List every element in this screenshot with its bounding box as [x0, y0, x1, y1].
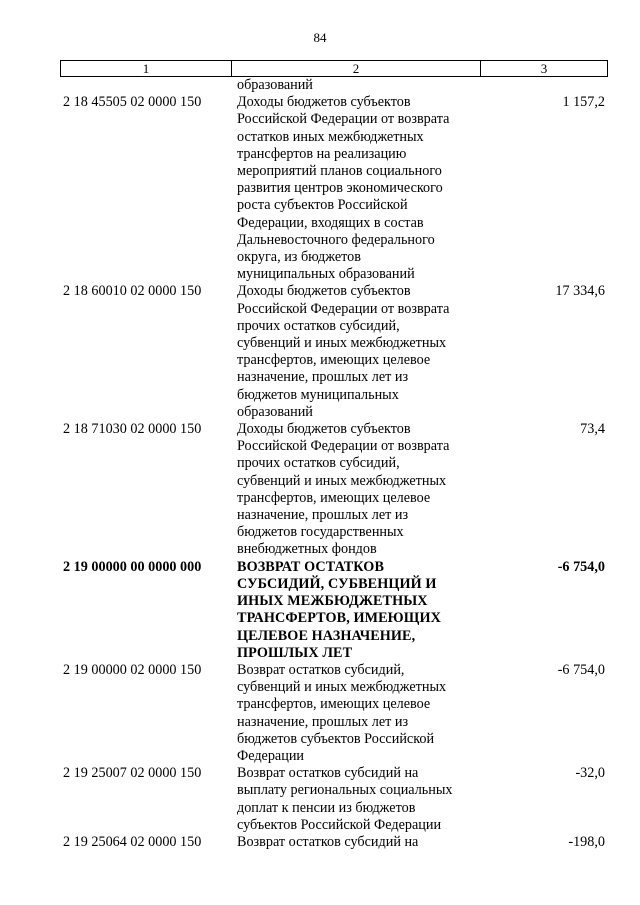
budget-code-cell — [60, 77, 231, 94]
description-line: доплат к пенсии из бюджетов — [237, 799, 416, 816]
description-line: ТРАНСФЕРТОВ, ИМЕЮЩИХ — [237, 610, 441, 627]
description-line: роста субъектов Российской — [237, 197, 408, 214]
description-line: Федерации, входящих в состав — [237, 214, 424, 231]
amount-cell: 73,4 — [580, 421, 605, 438]
description-line: прочих остатков субсидий, — [237, 455, 400, 472]
description-line: бюджетов субъектов Российской — [237, 730, 435, 747]
table-row — [60, 94, 608, 283]
table-row — [60, 283, 608, 421]
budget-code-cell: 2 19 25007 02 0000 150 — [63, 765, 202, 782]
budget-code-cell: 2 18 71030 02 0000 150 — [63, 421, 202, 438]
description-line: Российской Федерации от возврата — [237, 300, 450, 317]
description-line: Российской Федерации от возврата — [237, 438, 450, 455]
description-line: мероприятий планов социального — [237, 163, 442, 180]
description-line: назначение, прошлых лет из — [237, 507, 409, 524]
description-line: трансфертов, имеющих целевое — [237, 696, 431, 713]
amount-cell: -198,0 — [568, 833, 605, 850]
description-line: округа, из бюджетов — [237, 249, 361, 266]
description-line: образований — [237, 403, 313, 420]
description-cell — [231, 765, 480, 834]
amount-cell: -6 754,0 — [557, 661, 605, 678]
amount-cell: 1 157,2 — [562, 94, 605, 111]
description-line: Возврат остатков субсидий, — [237, 661, 405, 678]
budget-code-cell: 2 18 45505 02 0000 150 — [63, 94, 202, 111]
description-line: бюджетов государственных — [237, 524, 404, 541]
table-row — [60, 662, 608, 765]
description-line: субвенций и иных межбюджетных — [237, 472, 447, 489]
page-number: 84 — [313, 30, 327, 45]
description-line: ЦЕЛЕВОЕ НАЗНАЧЕНИЕ, — [237, 627, 416, 644]
amount-cell: 17 334,6 — [555, 283, 605, 300]
amount-cell: -32,0 — [575, 765, 605, 782]
description-cell — [231, 77, 480, 94]
description-cell — [231, 559, 480, 662]
description-line: прочих остатков субсидий, — [237, 317, 400, 334]
description-line: бюджетов муниципальных — [237, 386, 399, 403]
description-line: внебюджетных фондов — [237, 541, 377, 558]
description-line: Российской Федерации от возврата — [237, 111, 450, 128]
table-row — [60, 421, 608, 559]
amount-cell — [480, 77, 608, 94]
description-line: Доходы бюджетов субъектов — [237, 283, 411, 300]
description-line: Доходы бюджетов субъектов — [237, 421, 411, 438]
amount-cell: -6 754,0 — [557, 558, 605, 575]
description-cell — [231, 834, 480, 851]
description-line: ИНЫХ МЕЖБЮДЖЕТНЫХ — [237, 593, 428, 610]
table-row — [60, 559, 608, 662]
description-line: выплату региональных социальных — [237, 782, 453, 799]
description-line: Возврат остатков субсидий на — [237, 765, 419, 782]
description-line: остатков иных межбюджетных — [237, 128, 424, 145]
description-line: СУБСИДИЙ, СУБВЕНЦИЙ И — [237, 575, 437, 592]
table-body — [60, 77, 608, 851]
description-line: образований — [237, 77, 313, 93]
header-col-1: 1 — [61, 61, 232, 76]
header-col-2: 2 — [232, 61, 481, 76]
budget-code-cell: 2 19 00000 02 0000 150 — [63, 661, 202, 678]
description-line: трансфертов, имеющих целевое — [237, 352, 431, 369]
description-line: Доходы бюджетов субъектов — [237, 94, 411, 111]
description-cell — [231, 94, 480, 283]
description-line: муниципальных образований — [237, 266, 415, 283]
budget-code-cell: 2 19 25064 02 0000 150 — [63, 833, 202, 850]
description-line: трансфертов, имеющих целевое — [237, 489, 431, 506]
description-line: развития центров экономического — [237, 180, 443, 197]
description-line: ВОЗВРАТ ОСТАТКОВ — [237, 558, 385, 575]
table-row — [60, 765, 608, 834]
table-row — [60, 834, 608, 851]
description-line: Дальневосточного федерального — [237, 231, 435, 248]
description-line: ПРОШЛЫХ ЛЕТ — [237, 644, 353, 661]
table-header-row — [60, 60, 608, 77]
description-line: трансфертов на реализацию — [237, 145, 407, 162]
description-line: назначение, прошлых лет из — [237, 369, 409, 386]
budget-code-cell: 2 19 00000 00 0000 000 — [63, 558, 202, 575]
description-cell — [231, 421, 480, 559]
table-row-continuation — [60, 77, 608, 94]
description-line: субвенций и иных межбюджетных — [237, 679, 447, 696]
description-line: Возврат остатков субсидий на — [237, 833, 419, 850]
description-cell — [231, 283, 480, 421]
description-line: субъектов Российской Федерации — [237, 816, 442, 833]
description-line: назначение, прошлых лет из — [237, 713, 409, 730]
description-line: Федерации — [237, 747, 305, 764]
budget-code-cell: 2 18 60010 02 0000 150 — [63, 283, 202, 300]
description-cell — [231, 662, 480, 765]
header-col-3: 3 — [540, 61, 548, 76]
description-line: субвенций и иных межбюджетных — [237, 335, 447, 352]
